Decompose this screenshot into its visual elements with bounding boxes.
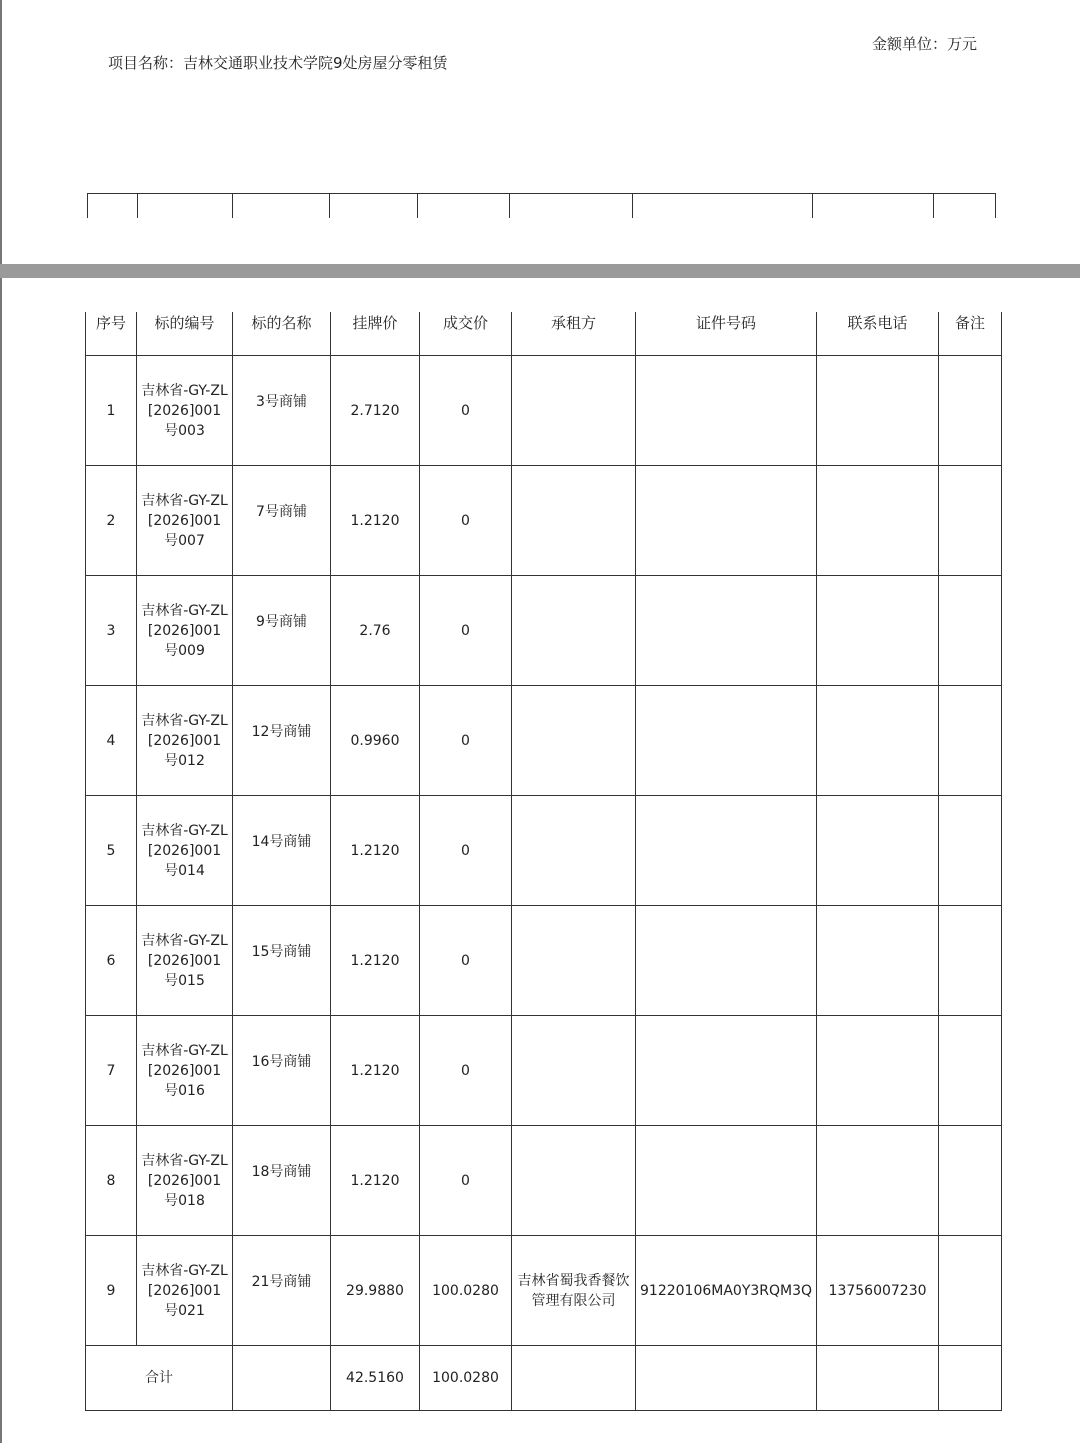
cell-code: 吉林省-GY-ZL[2026]001号007 [137, 466, 233, 576]
page-top [0, 0, 1080, 264]
table-row [86, 1016, 1002, 1126]
total-phone-empty [817, 1346, 939, 1411]
table-row [86, 906, 1002, 1016]
total-row [86, 1346, 1002, 1411]
cell-deal-price: 100.0280 [420, 1236, 512, 1346]
cell-id-no: 91220106MA0Y3RQM3Q [636, 1236, 817, 1346]
cell-id-no [636, 1016, 817, 1126]
cell-id-no [636, 686, 817, 796]
total-name-empty [233, 1346, 331, 1411]
cell-phone [817, 466, 939, 576]
col-header-no: 序号 [86, 312, 137, 356]
col-header-phone: 联系电话 [817, 312, 939, 356]
cell-deal-price: 0 [420, 356, 512, 466]
cell-remark [939, 906, 1002, 1016]
cell-name-text: 14号商铺 [251, 833, 312, 850]
table-row [86, 356, 1002, 466]
cell-deal-price: 0 [420, 796, 512, 906]
cell-name-text: 16号商铺 [251, 1053, 312, 1070]
total-list-price: 42.5160 [331, 1346, 420, 1411]
cell-code: 吉林省-GY-ZL[2026]001号014 [137, 796, 233, 906]
cell-list-price: 1.2120 [331, 1016, 420, 1126]
cell-code: 吉林省-GY-ZL[2026]001号016 [137, 1016, 233, 1126]
cell-lessee [512, 906, 636, 1016]
table-row [86, 1236, 1002, 1346]
cell-remark [939, 1236, 1002, 1346]
cell-remark [939, 686, 1002, 796]
table-row [86, 466, 1002, 576]
cell-list-price: 2.76 [331, 576, 420, 686]
cell-remark [939, 796, 1002, 906]
cell-remark [939, 1016, 1002, 1126]
cell-name-text: 9号商铺 [256, 613, 307, 630]
col-header-list-price: 挂牌价 [331, 312, 420, 356]
cell-name [233, 906, 331, 1016]
cell-remark [939, 356, 1002, 466]
lease-result-table [85, 312, 1002, 1411]
cell-id-no [636, 356, 817, 466]
cell-name [233, 1236, 331, 1346]
cell-deal-price: 0 [420, 576, 512, 686]
cell-name-text: 12号商铺 [251, 723, 312, 740]
cell-list-price: 0.9960 [331, 686, 420, 796]
cell-deal-price: 0 [420, 1126, 512, 1236]
cell-list-price: 1.2120 [331, 1126, 420, 1236]
total-lessee-empty [512, 1346, 636, 1411]
cell-id-no [636, 576, 817, 686]
total-deal-price: 100.0280 [420, 1346, 512, 1411]
cell-lessee [512, 356, 636, 466]
cell-no: 4 [86, 686, 137, 796]
cell-code: 吉林省-GY-ZL[2026]001号018 [137, 1126, 233, 1236]
cell-phone [817, 1126, 939, 1236]
cell-name [233, 1016, 331, 1126]
cell-phone: 13756007230 [817, 1236, 939, 1346]
cell-remark [939, 1126, 1002, 1236]
cell-code: 吉林省-GY-ZL[2026]001号012 [137, 686, 233, 796]
total-remark-empty [939, 1346, 1002, 1411]
cell-code: 吉林省-GY-ZL[2026]001号003 [137, 356, 233, 466]
col-header-name: 标的名称 [233, 312, 331, 356]
cell-phone [817, 356, 939, 466]
cell-deal-price: 0 [420, 466, 512, 576]
cell-id-no [636, 796, 817, 906]
table-row [86, 576, 1002, 686]
cell-name-text: 3号商铺 [256, 393, 307, 410]
col-header-id-no: 证件号码 [636, 312, 817, 356]
cell-deal-price: 0 [420, 906, 512, 1016]
cell-no: 2 [86, 466, 137, 576]
cell-deal-price: 0 [420, 686, 512, 796]
cell-lessee [512, 686, 636, 796]
table-row [86, 796, 1002, 906]
cell-list-price: 1.2120 [331, 906, 420, 1016]
cell-list-price: 1.2120 [331, 466, 420, 576]
cell-no: 6 [86, 906, 137, 1016]
cell-name [233, 356, 331, 466]
cell-deal-price: 0 [420, 1016, 512, 1126]
cell-name [233, 1126, 331, 1236]
cell-name-text: 18号商铺 [251, 1163, 312, 1180]
cell-lessee [512, 1126, 636, 1236]
cell-remark [939, 576, 1002, 686]
cell-name [233, 686, 331, 796]
cell-remark [939, 466, 1002, 576]
col-header-lessee: 承租方 [512, 312, 636, 356]
cell-code: 吉林省-GY-ZL[2026]001号021 [137, 1236, 233, 1346]
table-top-fragment [87, 193, 996, 218]
cell-no: 5 [86, 796, 137, 906]
cell-name-text: 21号商铺 [251, 1273, 312, 1290]
cell-name [233, 576, 331, 686]
cell-name-text: 7号商铺 [256, 503, 307, 520]
cell-name-text: 15号商铺 [251, 943, 312, 960]
cell-lessee [512, 1016, 636, 1126]
cell-phone [817, 1016, 939, 1126]
cell-name [233, 796, 331, 906]
amount-unit: 金额单位：万元 [872, 35, 978, 53]
cell-id-no [636, 906, 817, 1016]
cell-lessee [512, 466, 636, 576]
cell-no: 7 [86, 1016, 137, 1126]
cell-phone [817, 576, 939, 686]
cell-id-no [636, 466, 817, 576]
cell-lessee [512, 796, 636, 906]
cell-phone [817, 686, 939, 796]
cell-lessee: 吉林省蜀我香餐饮管理有限公司 [512, 1236, 636, 1346]
col-header-remark: 备注 [939, 312, 1002, 356]
cell-list-price: 1.2120 [331, 796, 420, 906]
col-header-code: 标的编号 [137, 312, 233, 356]
cell-list-price: 2.7120 [331, 356, 420, 466]
project-name: 项目名称：吉林交通职业技术学院9处房屋分零租赁 [108, 54, 448, 72]
cell-list-price: 29.9880 [331, 1236, 420, 1346]
table-row [86, 1126, 1002, 1236]
cell-code: 吉林省-GY-ZL[2026]001号015 [137, 906, 233, 1016]
cell-phone [817, 796, 939, 906]
cell-lessee [512, 576, 636, 686]
page-break [0, 264, 1080, 278]
cell-phone [817, 906, 939, 1016]
cell-name [233, 466, 331, 576]
cell-no: 3 [86, 576, 137, 686]
cell-no: 8 [86, 1126, 137, 1236]
cell-no: 9 [86, 1236, 137, 1346]
total-label: 合计 [86, 1346, 233, 1411]
table-header [86, 312, 1002, 356]
cell-code: 吉林省-GY-ZL[2026]001号009 [137, 576, 233, 686]
cell-no: 1 [86, 356, 137, 466]
cell-id-no [636, 1126, 817, 1236]
table-row [86, 686, 1002, 796]
total-id-empty [636, 1346, 817, 1411]
col-header-deal-price: 成交价 [420, 312, 512, 356]
